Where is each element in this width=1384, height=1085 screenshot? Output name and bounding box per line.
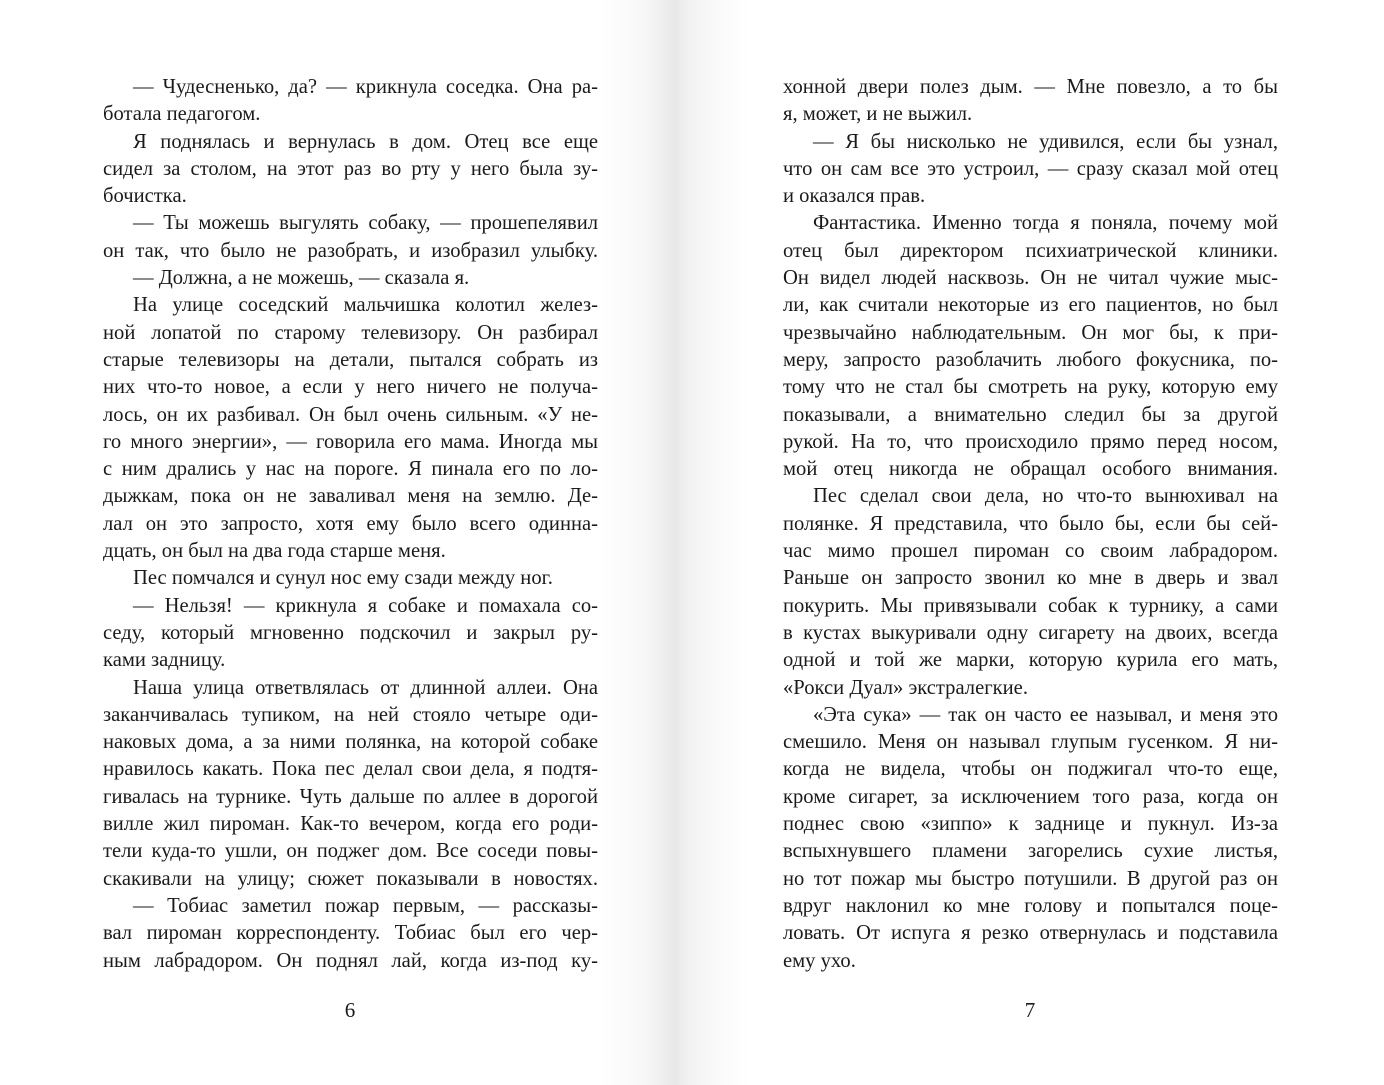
text-line: сидел за столом, на этот раз во рту у него была зу- <box>103 157 598 180</box>
text-line: бочистка. <box>103 185 187 208</box>
text-line: — Я бы нисколько не удивился, если бы узнал, <box>813 130 1278 153</box>
text-line: Фантастика. Именно тогда я поняла, почему мой <box>813 212 1278 235</box>
text-line: ной лопатой по старому телевизору. Он разбирал <box>103 321 598 344</box>
text-line: вал пироман корреспонденту. Тобиас был его чер- <box>103 922 598 945</box>
text-line: но тот пожар мы быстро потушили. В другой раз он <box>783 867 1278 890</box>
text-line: полянке. Я представила, что было бы, если бы сей- <box>783 512 1278 535</box>
text-line: чрезвычайно наблюдательным. Он мог бы, к при- <box>783 321 1278 344</box>
text-line: старые телевизоры на детали, пытался собрать из <box>103 348 598 371</box>
text-line: и оказался прав. <box>783 185 926 208</box>
text-line: вспыхнувшего пламени загорелись сухие листья, <box>783 840 1278 863</box>
text-line: Я поднялась и вернулась в дом. Отец все еще <box>133 130 598 153</box>
page-number-left: 6 <box>344 998 356 1022</box>
left-page-text <box>103 74 598 975</box>
text-line: что он сам все это устроил, — сразу сказал мой отец <box>783 157 1278 180</box>
text-line: нравилось какать. Пока пес делал свои дела, я подтя- <box>103 758 598 781</box>
text-line: поднес свою «зиппо» к заднице и пукнул. Из-за <box>783 813 1278 836</box>
right-page-text <box>783 74 1278 975</box>
text-line: Пес помчался и сунул нос ему сзади между ног. <box>133 567 553 590</box>
text-line: наковых дома, а за ними полянка, на которой собаке <box>103 731 598 754</box>
text-line: кроме сигарет, за исключением того раза, когда он <box>783 785 1278 808</box>
text-line: — Нельзя! — крикнула я собаке и помахала со- <box>133 594 598 617</box>
text-line: отец был директором психиатрической клиники. <box>783 239 1278 262</box>
text-line: дыжкам, пока он не заваливал меня на землю. Де- <box>103 485 598 508</box>
text-line: — Тобиас заметил пожар первым, — рассказы- <box>133 894 598 917</box>
text-line: смешило. Меня он называл глупым гусенком. Я ни- <box>783 731 1278 754</box>
text-line: в кустах выкуривали одну сигарету на двоих, всегда <box>783 621 1278 644</box>
text-line: дцать, он был на два года старше меня. <box>103 540 446 563</box>
text-line: вилле жил пироман. Как-то вечером, когда его роди- <box>103 813 598 836</box>
text-line: Наша улица ответвлялась от длинной аллеи. Она <box>133 676 598 699</box>
text-line: ему ухо. <box>783 949 856 972</box>
text-line: тому что не стал бы смотреть на руку, которую ему <box>783 376 1278 399</box>
text-line: Раньше он запросто звонил ко мне в дверь и звал <box>783 567 1278 590</box>
text-line: с ним дрались у нас на пороге. Я пинала его по ло- <box>103 458 598 481</box>
text-line: го много энергии», — говорила его мама. Иногда мы <box>103 430 598 453</box>
text-line: он так, что было не разобрать, и изобразил улыбку. <box>103 239 598 262</box>
text-line: — Ты можешь выгулять собаку, — прошепелявил <box>133 212 598 235</box>
text-line: ботала педагогом. <box>103 103 261 126</box>
text-line: Он видел людей насквозь. Он не читал чужие мыс- <box>783 267 1278 290</box>
text-line: вдруг наклонил ко мне голову и попытался поце- <box>783 894 1278 917</box>
text-line: меру, запросто разоблачить любого фокусника, по- <box>783 348 1278 371</box>
text-line: хонной двери полез дым. — Мне повезло, а то бы <box>783 76 1278 98</box>
text-line: лось, он их разбивал. Он был очень сильным. «У не- <box>103 403 598 426</box>
text-line: когда не видела, чтобы он поджигал что-то еще, <box>783 758 1278 781</box>
text-line: Пес сделал свои дела, но что-то вынюхивал на <box>813 485 1278 508</box>
text-line: лал он это запросто, хотя ему было всего одинна- <box>103 512 598 535</box>
text-line: ловать. От испуга я резко отвернулась и подставила <box>783 922 1278 945</box>
text-line: одной и той же марки, которую курила его мать, <box>783 649 1278 672</box>
text-line: покурить. Мы привязывали собак к турнику, а сами <box>783 594 1278 617</box>
gutter-shadow <box>600 0 750 1085</box>
text-line: ным лабрадором. Он поднял лай, когда из-под ку- <box>103 949 598 972</box>
text-line: ками задницу. <box>103 649 226 672</box>
text-line: На улице соседский мальчишка колотил желез- <box>133 294 598 317</box>
text-line: час мимо прошел пироман со своим лабрадором. <box>783 540 1278 563</box>
text-line: показывали, а внимательно следил бы за другой <box>783 403 1278 426</box>
text-line: — Должна, а не можешь, — сказала я. <box>133 267 470 290</box>
text-line: заканчивалась тупиком, на ней стояло четыре оди- <box>103 703 598 726</box>
text-line: ли, как считали некоторые из его пациентов, но был <box>783 294 1278 317</box>
text-line: седу, который мгновенно подскочил и закрыл ру- <box>103 621 598 644</box>
text-line: них что-то новое, а если у него ничего не получа- <box>103 376 598 399</box>
text-line: я, может, и не выжил. <box>783 103 973 126</box>
text-line: «Эта сука» — так он часто ее называл, и меня это <box>813 703 1278 726</box>
text-line: тели куда-то ушли, он поджег дом. Все соседи повы- <box>103 840 598 863</box>
text-line: рукой. На то, что происходило прямо перед носом, <box>783 430 1278 453</box>
text-line: мой отец никогда не обращал особого внимания. <box>783 458 1278 481</box>
page-number-right: 7 <box>1024 998 1036 1022</box>
text-line: скакивали на улицу; сюжет показывали в новостях. <box>103 867 598 890</box>
text-line: гивалась на турнике. Чуть дальше по аллее в дорогой <box>103 785 598 808</box>
text-line: «Рокси Дуал» экстралегкие. <box>783 676 1028 699</box>
text-line: — Чудесненько, да? — крикнула соседка. Она ра- <box>133 76 598 98</box>
